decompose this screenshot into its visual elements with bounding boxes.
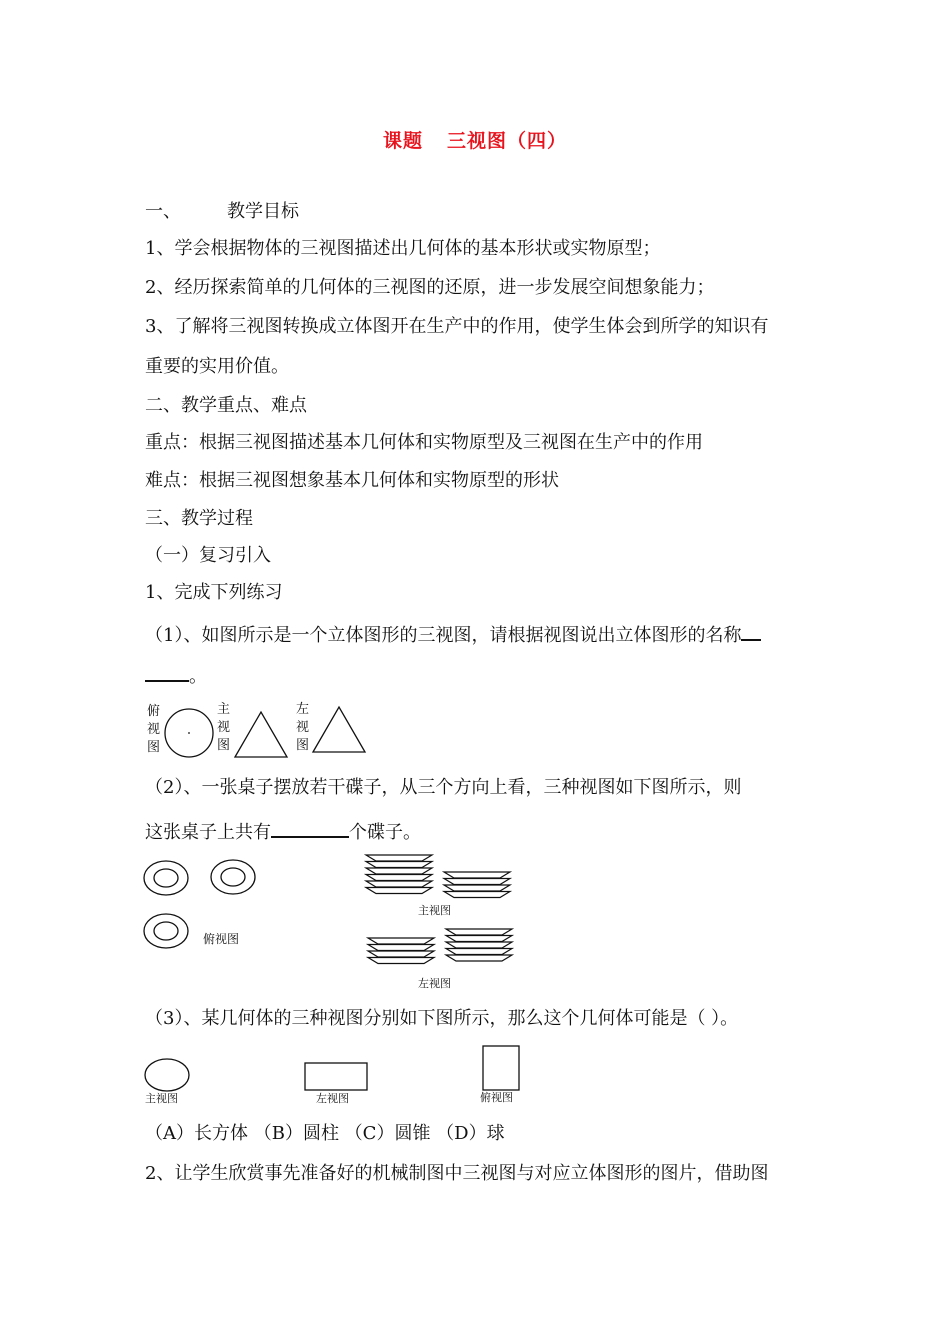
q2-plate-outer-2 [211,860,255,894]
title-topic: 三视图（四） [447,130,568,152]
question-1-continuation [145,662,207,689]
q2-front-stack-a-plate-2 [366,862,432,868]
goal-3-line-1: 3、了解将三视图转换成立体图开在生产中的作用，使学生体会到所学的知识有 [145,316,769,337]
question-1-text [145,621,761,648]
q2-front-view-label: 主视图 [418,904,451,917]
question-1-prompt: （1）、如图所示是一个立体图形的三视图，请根据视图说出立体图形的名称 [145,625,742,646]
question-2-line-1: （2）、一张桌子摆放若干碟子，从三个方向上看，三种视图如下图所示，则 [145,777,742,798]
q2-front-stack-b-plate-2 [444,879,510,885]
q1-front-view-triangle [235,712,287,757]
section-2-heading: 二、教学重点、难点 [145,395,307,416]
page-title [0,126,950,153]
q2-plate-inner-2 [221,868,245,886]
section-1-heading [145,200,299,224]
q1-front-label-3: 图 [217,738,231,753]
question-1-figure [143,698,373,760]
q2-front-stack-a-plate-5 [366,881,432,887]
q1-top-label-2: 视 [147,722,161,737]
q2-left-stack-b-plate-2 [446,936,512,942]
q2-front-stack-b-plate-4 [444,892,510,898]
question-3-figure [143,1044,533,1106]
q2-left-stack-a-plate-2 [368,945,434,951]
q2-front-stack-b-plate-3 [444,885,510,891]
q3-left-view-label: 左视图 [316,1092,349,1105]
goal-3-line-2: 重要的实用价值。 [145,356,289,377]
goal-1: 1、学会根据物体的三视图描述出几何体的基本形状或实物原型； [145,238,661,259]
q2-left-stack-b-plate-3 [446,942,512,948]
question-3-options: （A）长方体 （B）圆柱 （C）圆锥 （D）球 [145,1123,505,1144]
q2-left-stack-b-plate-1 [446,929,512,935]
question-3-text: （3）、某几何体的三种视图分别如下图所示，那么这个几何体可能是（ ）。 [145,1008,739,1029]
q2-front-stack-b-plate-1 [444,872,510,878]
section-1-number: 一、 [145,201,181,222]
q2-plate-inner-3 [154,922,178,940]
q3-left-view-rect [305,1063,367,1090]
q2-plate-inner-1 [154,869,178,887]
goal-2: 2、经历探索简单的几何体的三视图的还原，进一步发展空间想象能力； [145,277,715,298]
q2-left-stack-a-plate-3 [368,951,434,957]
q1-front-label-1: 主 [217,702,231,717]
exercise-heading: 1、完成下列练习 [145,582,283,603]
q2-plate-outer-1 [144,861,188,895]
difficulty: 难点：根据三视图想象基本几何体和实物原型的形状 [145,470,559,491]
question-2-top-view-label-box [203,929,263,949]
question-2-side-views [362,852,520,992]
plates-stack-drawing [362,852,520,992]
q3-top-view-label: 俯视图 [480,1091,513,1104]
answer-blank-1a [741,621,761,641]
q2-left-stack-a-plate-4 [368,958,434,964]
key-point: 重点：根据三视图描述基本几何体和实物原型及三视图在生产中的作用 [145,432,703,453]
q2-left-view-label: 左视图 [418,977,451,990]
question-1-end: 。 [189,666,207,687]
q1-left-label-1: 左 [296,702,310,717]
q1-top-label-3: 图 [147,740,161,755]
q1-left-label-3: 图 [296,738,310,753]
question-2-prompt: 这张桌子上共有 [145,822,271,843]
q1-top-label-1: 俯 [147,704,161,719]
answer-blank-1b [145,662,189,682]
q1-top-view-center-dot [188,732,190,734]
q3-top-view-rect [483,1046,519,1090]
answer-blank-2 [271,818,349,838]
q2-front-stack-a-plate-4 [366,875,432,881]
subsection-review: （一）复习引入 [145,545,271,566]
q2-left-stack-b-plate-5 [446,955,512,961]
q2-front-stack-a-plate-3 [366,868,432,874]
q2-plate-outer-3 [144,914,188,948]
q1-left-label-2: 视 [296,720,310,735]
q2-top-view-label: 俯视图 [203,932,240,946]
q2-front-stack-a-plate-1 [366,855,432,861]
item-2-text: 2、让学生欣赏事先准备好的机械制图中三视图与对应立体图形的图片，借助图 [145,1163,769,1184]
question-2-line-2 [145,818,421,845]
section-1-title: 教学目标 [227,201,299,222]
q3-front-view-ellipse [145,1059,189,1091]
q2-left-stack-b-plate-4 [446,949,512,955]
section-3-heading: 三、教学过程 [145,508,253,529]
q2-front-stack-a-plate-6 [366,888,432,894]
q1-front-label-2: 视 [217,720,231,735]
q1-left-view-triangle [313,707,365,752]
q2-left-stack-a-plate-1 [368,938,434,944]
question-2-end: 个碟子。 [349,822,421,843]
q3-front-view-label: 主视图 [145,1092,178,1105]
title-label: 课题 [382,130,423,152]
